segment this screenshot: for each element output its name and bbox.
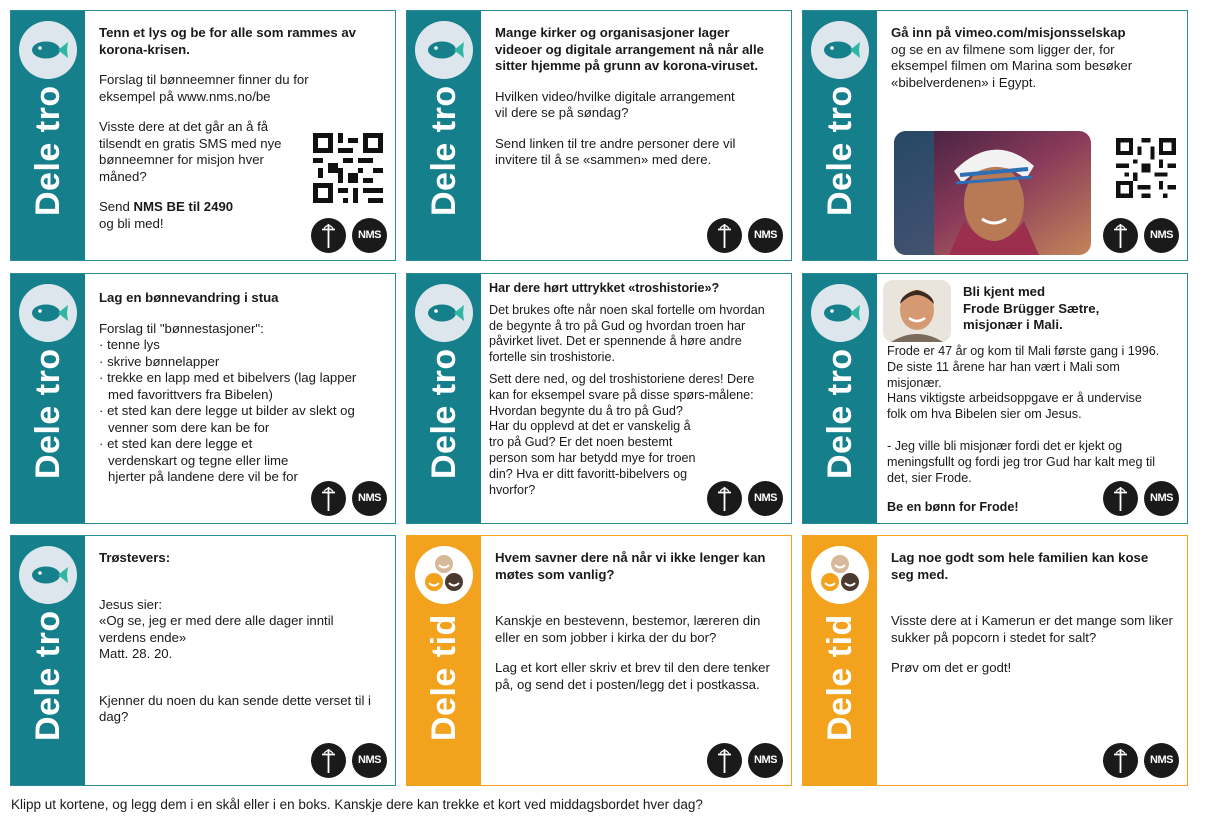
cross-icon (1103, 743, 1138, 778)
card-text: Jesus sier: (99, 596, 163, 612)
card-heading: Mange kirker og organisasjoner lager videoer og digitale arrangement nå når alle sitter hjemme på grunn av korona-viruset. (495, 25, 764, 73)
card-text: Send NMS BE til 2490 og bli med! (99, 199, 234, 231)
card-strip (11, 274, 85, 523)
fish-icon (415, 284, 473, 342)
card-icons (1103, 743, 1181, 779)
card-content (99, 290, 383, 486)
card-heading: Tenn et lys og be for alle som rammes av korona-krisen. (99, 25, 357, 57)
nms-logo-icon: NMS (352, 218, 387, 253)
fish-icon (19, 21, 77, 79)
list-item: · tenne lys (99, 337, 160, 352)
card-strip (407, 536, 481, 785)
cross-icon (311, 218, 346, 253)
card-bonneemner (10, 10, 396, 261)
card-text: Kjenner du noen du kan sende dette verset til i dag? (99, 692, 371, 724)
card-lag-noe-godt (802, 535, 1188, 786)
smiley-faces-icon (811, 546, 869, 604)
fish-icon (19, 284, 77, 342)
card-icons (1103, 218, 1181, 254)
card-category: Dele tro (425, 348, 463, 479)
card-heading: Lag en bønnevandring i stua (99, 290, 279, 305)
card-text: Visste dere at det går an å få tilsendt en gratis SMS med nye bønneemner for misjon hver måned? (99, 119, 282, 184)
nms-logo-icon: NMS (1144, 743, 1179, 778)
card-text: Lag et kort eller skriv et brev til den dere tenker på, og send det i posten/legg det i postkassa. (495, 660, 770, 692)
card-strip (803, 274, 877, 523)
card-content (891, 550, 1175, 691)
card-category: Dele tid (425, 614, 463, 741)
cross-icon (707, 218, 742, 253)
nms-logo-icon: NMS (352, 481, 387, 516)
girl-photo (894, 131, 1091, 255)
list-item: · et sted kan dere legge ut bilder av slekt og venner som dere kan be for (99, 403, 355, 435)
card-text: Forslag til "bønnestasjoner": (99, 320, 264, 336)
card-text: Sett dere ned, og del troshistoriene deres! Dere kan for eksempel svare på disse spørs-målene: (489, 371, 755, 402)
cross-icon (707, 481, 742, 516)
card-icons (311, 218, 389, 254)
card-text: Visste dere at i Kamerun er det mange som liker sukker på popcorn i stedet for salt? (891, 613, 1173, 645)
cross-icon (1103, 218, 1138, 253)
card-text: Forslag til bønneemner finner du for eksempel på www.nms.no/be (99, 72, 309, 104)
card-heading: Trøstevers: (99, 550, 171, 565)
card-heading-block (963, 284, 1175, 334)
card-text: Hvilken video/hvilke digitale arrangement vil dere se på søndag? (495, 88, 735, 120)
card-content (495, 550, 779, 707)
card-savner (406, 535, 792, 786)
card-trostevers (10, 535, 396, 786)
card-heading: Har dere hørt uttrykket «troshistorie»? (489, 281, 720, 295)
nms-logo-icon: NMS (748, 481, 783, 516)
card-icons (311, 743, 389, 779)
card-text: Send linken til tre andre personer dere vil invitere til å se «sammen» med dere. (495, 135, 736, 167)
card-text: «Og se, jeg er med dere alle dager inntil verdens ende» (99, 613, 334, 645)
qr-code (1116, 138, 1176, 198)
nms-logo-icon: NMS (352, 743, 387, 778)
cross-icon (311, 481, 346, 516)
card-icons (707, 218, 785, 254)
fish-icon (811, 21, 869, 79)
card-content (99, 550, 383, 740)
card-heading: Lag noe godt som hele familien kan kose seg med. (891, 550, 1149, 582)
card-icons (707, 743, 785, 779)
card-text: Matt. 28. 20. (99, 646, 173, 661)
card-text: Hans viktigste arbeidsoppgave er å undervise folk om hva Bibelen sier om Jesus. (887, 391, 1142, 422)
card-icons (707, 481, 785, 517)
cross-icon (707, 743, 742, 778)
fish-icon (415, 21, 473, 79)
card-quote: - Jeg ville bli misjonær fordi det er kjekt og meningsfullt og fordi jeg tror Gud har kalt meg til det, sier Frode. (887, 438, 1156, 485)
card-strip (11, 536, 85, 785)
card-strip (803, 11, 877, 260)
list-item: · skrive bønnelapper (99, 353, 220, 369)
card-text: og se en av filmene som ligger der, for eksempel filmen om Marina som besøker «bibelverdenen» i Egypt. (891, 41, 1133, 90)
station-list (99, 337, 361, 486)
card-digitale-arrangement (406, 10, 792, 261)
fish-icon (19, 546, 77, 604)
card-content (489, 281, 779, 498)
nms-logo-icon: NMS (748, 743, 783, 778)
card-content (495, 25, 779, 183)
list-item: · et sted kan dere legge et verdenskart og tegne eller lime hjerter på landene dere vil be for (99, 436, 298, 484)
card-question: Har du opplevd at det er vanskelig å tro på Gud? Er det noen bestemt person som har betydd mye for troen din? Hva er ditt favoritt-bibelvers og hvorfor? (489, 419, 696, 497)
card-strip (407, 274, 481, 523)
nms-logo-icon: NMS (748, 218, 783, 253)
card-closing: Be en bønn for Frode! (887, 500, 1019, 515)
card-heading: Hvem savner dere nå når vi ikke lenger kan møtes som vanlig? (495, 550, 766, 582)
nms-logo-icon: NMS (1144, 218, 1179, 253)
list-item: · trekke en lapp med et bibelvers (lag lapper med favorittvers fra Bibelen) (99, 370, 357, 402)
card-content (891, 25, 1175, 105)
qr-code (313, 133, 383, 203)
card-troshistorie (406, 273, 792, 524)
card-category: Dele tro (821, 348, 859, 479)
card-heading: Gå inn på vimeo.com/misjonsselskap (891, 25, 1126, 40)
card-strip (11, 11, 85, 260)
card-icons (311, 481, 389, 517)
card-vimeo (802, 10, 1188, 261)
card-icons (1103, 481, 1181, 517)
card-frode (802, 273, 1188, 524)
footer-instructions: Klipp ut kortene, og legg dem i en skål eller i en boks. Kanskje dere kan trekke et kort ved middagsbordet hver dag? (11, 797, 703, 812)
card-text: Frode er 47 år og kom til Mali første gang i 1996. De siste 11 årene har han vært i Mali som misjonær. (887, 344, 1160, 390)
card-category: Dele tro (29, 348, 67, 479)
card-text: Prøv om det er godt! (891, 660, 1012, 675)
card-category: Dele tro (29, 85, 67, 216)
card-category: Dele tro (425, 85, 463, 216)
card-category: Dele tid (821, 614, 859, 741)
card-category: Dele tro (821, 85, 859, 216)
card-bonnevandring (10, 273, 396, 524)
cross-icon (1103, 481, 1138, 516)
card-category: Dele tro (29, 610, 67, 741)
card-text: Det brukes ofte når noen skal fortelle om hvordan de begynte å tro på Gud og hvordan troen har påvirket livet. Det er spennende å høre andre fortelle sin troshistorie. (489, 302, 765, 365)
card-strip (407, 11, 481, 260)
smiley-faces-icon (415, 546, 473, 604)
fish-icon (811, 284, 869, 342)
card-heading: Bli kjent med Frode Brügger Sætre, misjonær i Mali. (963, 284, 1100, 332)
frode-photo (883, 280, 951, 342)
nms-logo-icon: NMS (1144, 481, 1179, 516)
card-question: Hvordan begynte du å tro på Gud? (489, 403, 683, 418)
cross-icon (311, 743, 346, 778)
card-text: Kanskje en bestevenn, bestemor, læreren din eller en som jobber i kirka der du bor? (495, 613, 761, 645)
card-strip (803, 536, 877, 785)
